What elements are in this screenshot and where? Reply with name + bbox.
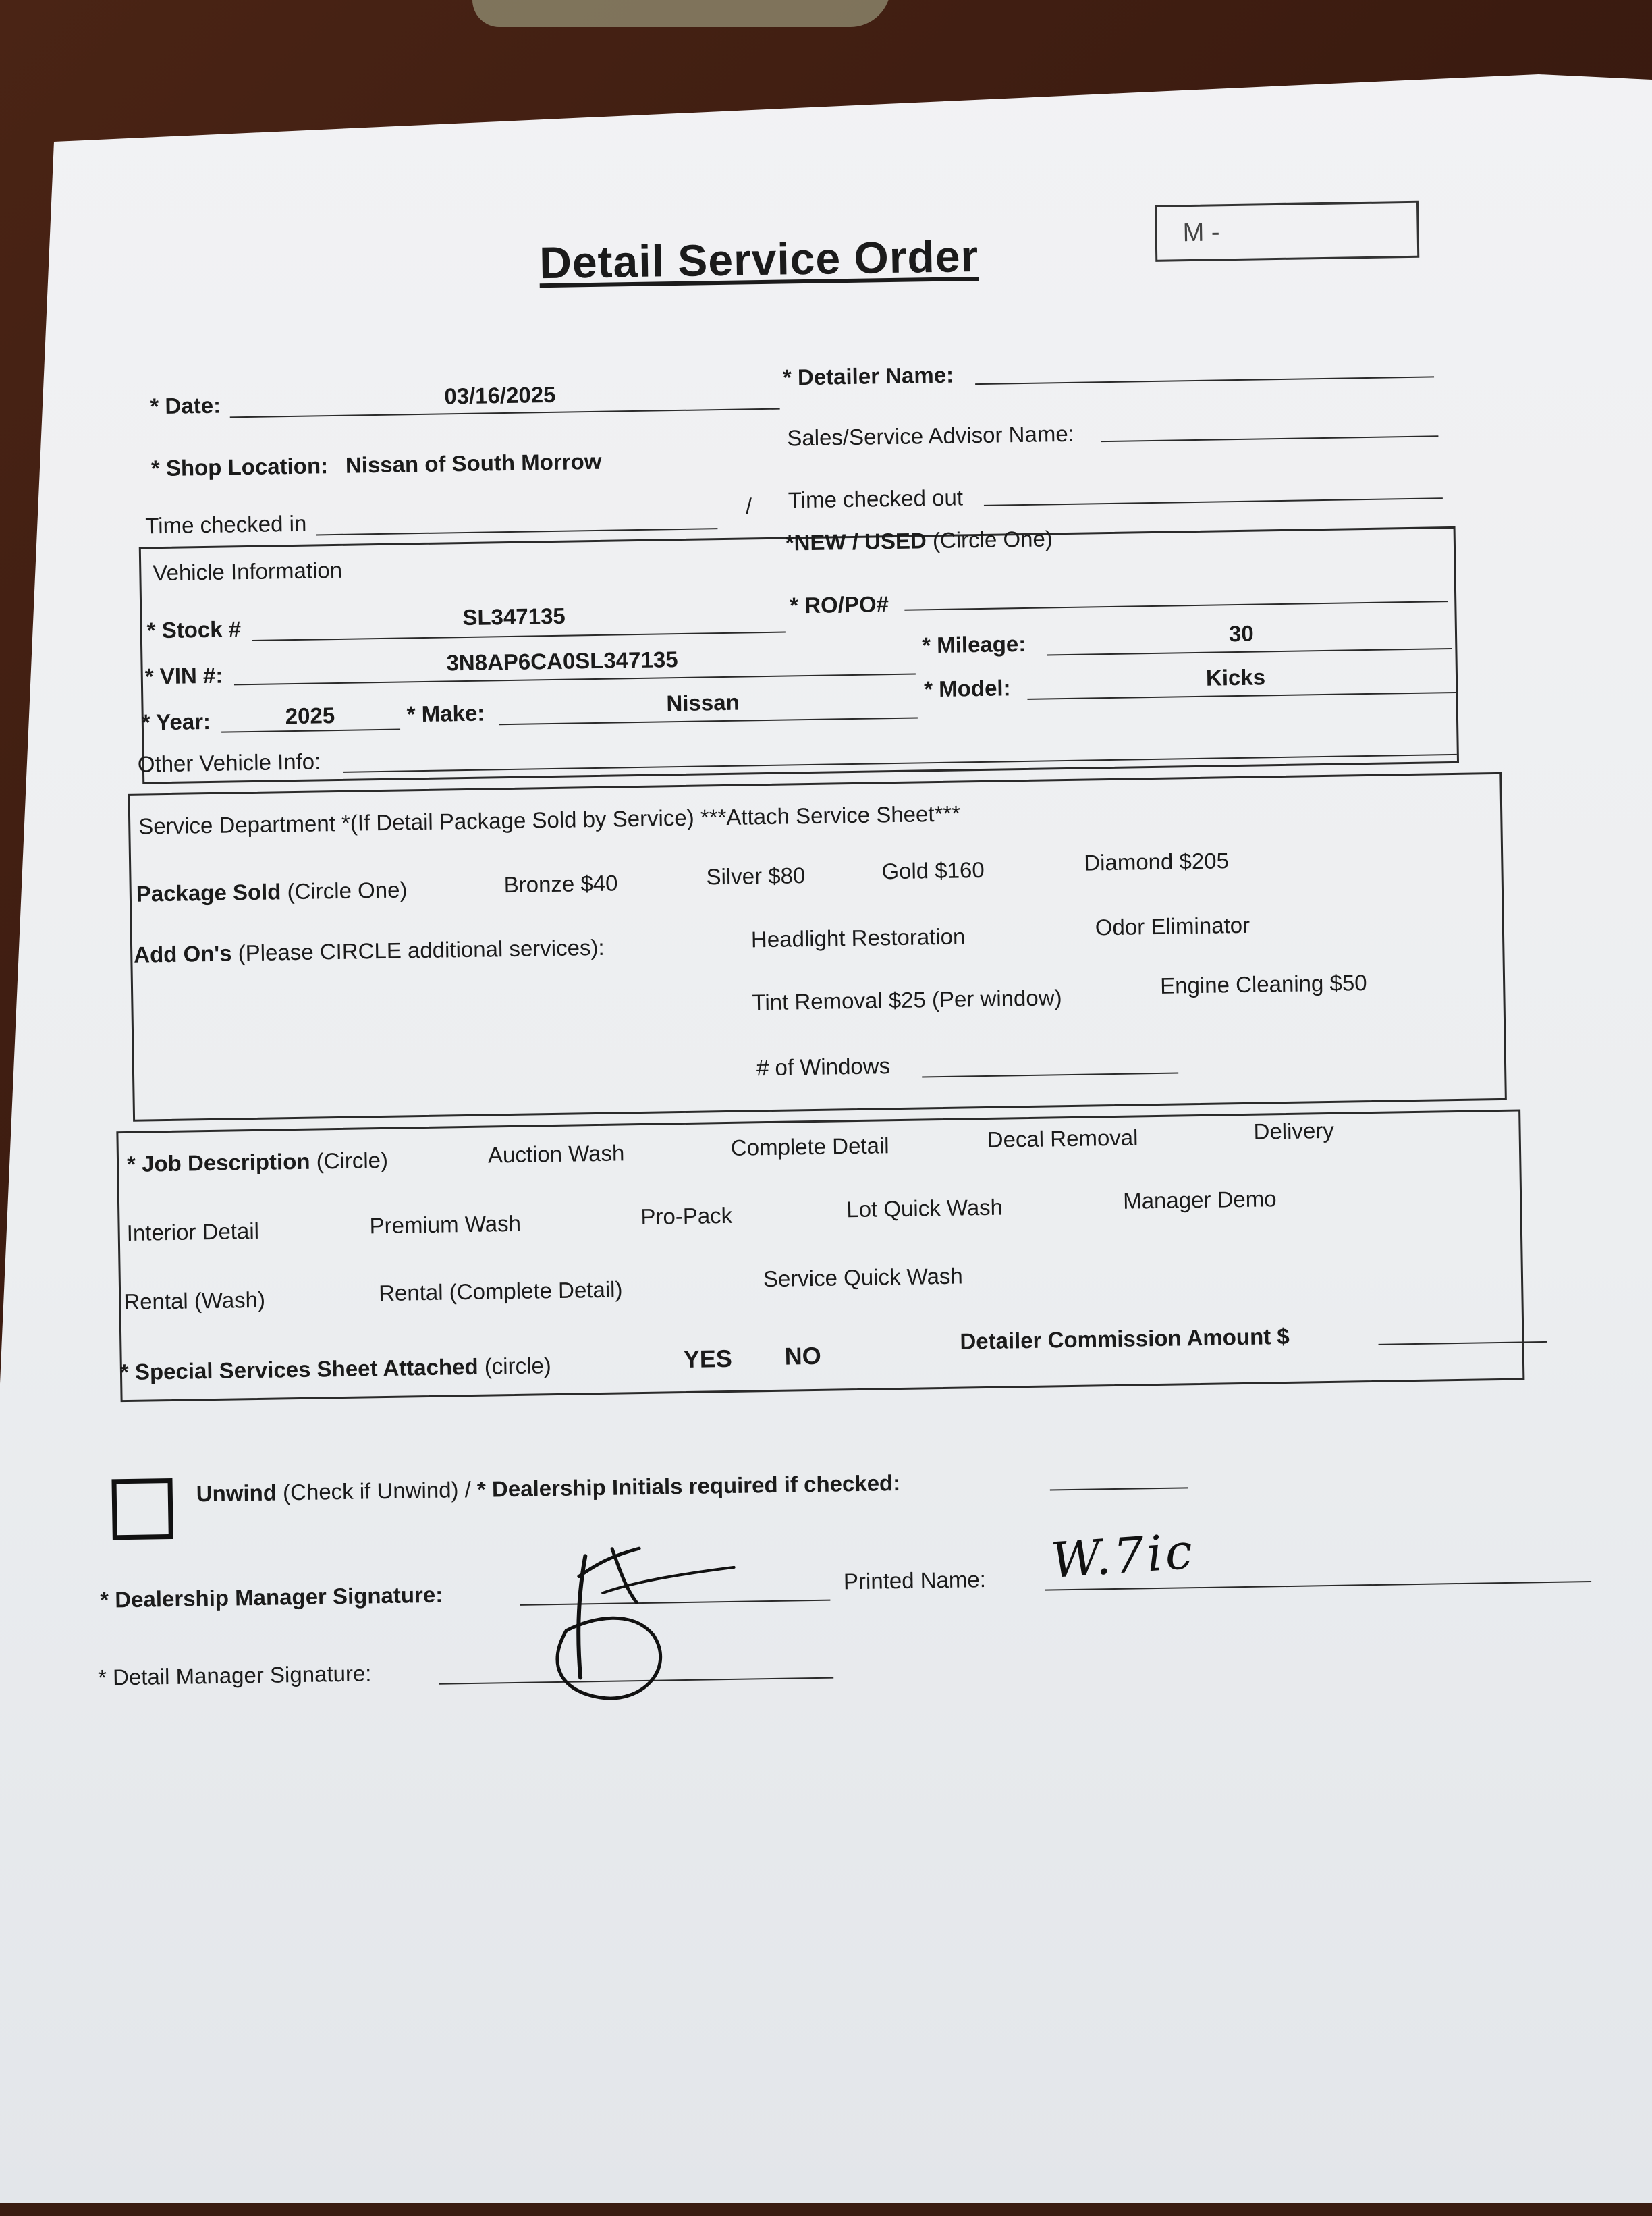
job-description-row-label xyxy=(127,1147,388,1177)
addon-headlight-restoration[interactable]: Headlight Restoration xyxy=(750,923,966,952)
vin-value: 3N8AP6CA0SL347135 xyxy=(446,647,678,676)
detailer-name-label: * Detailer Name: xyxy=(782,362,954,390)
package-bronze[interactable]: Bronze $40 xyxy=(503,870,618,898)
make-value: Nissan xyxy=(666,689,740,716)
addon-tint-removal[interactable]: Tint Removal $25 (Per window) xyxy=(752,985,1062,1015)
time-out-field[interactable] xyxy=(984,497,1443,506)
shop-location-label: * Shop Location: xyxy=(150,453,329,481)
job-service-quick-wash[interactable]: Service Quick Wash xyxy=(763,1263,964,1292)
shop-location-value: Nissan of South Morrow xyxy=(345,448,602,478)
job-manager-demo[interactable]: Manager Demo xyxy=(1122,1186,1277,1214)
service-department-heading: Service Department *(If Detail Package Sold by Service) ***Attach Service Sheet*** xyxy=(138,801,961,839)
new-used-selector[interactable] xyxy=(785,526,1053,556)
job-delivery[interactable]: Delivery xyxy=(1253,1117,1335,1144)
job-interior-detail[interactable]: Interior Detail xyxy=(126,1218,260,1245)
unwind-hint: (Check if Unwind) / xyxy=(282,1477,472,1505)
printed-name-value: W.7ic xyxy=(1049,1522,1197,1590)
date-value: 03/16/2025 xyxy=(444,381,556,409)
model-label: * Model: xyxy=(923,675,1011,702)
add-ons-hint: (Please CIRCLE additional services): xyxy=(238,934,605,966)
mileage-value: 30 xyxy=(1228,620,1254,647)
time-out-label: Time checked out xyxy=(788,485,964,513)
commission-amount-label: Detailer Commission Amount $ xyxy=(960,1323,1290,1354)
special-services-hint: (circle) xyxy=(484,1353,552,1379)
special-services-label: * Special Services Sheet Attached xyxy=(119,1353,478,1385)
dealership-initials-field[interactable] xyxy=(1050,1487,1188,1490)
vehicle-info-heading: Vehicle Information xyxy=(153,557,343,586)
job-rental-wash[interactable]: Rental (Wash) xyxy=(123,1287,266,1315)
package-silver[interactable]: Silver $80 xyxy=(706,863,806,890)
stock-label: * Stock # xyxy=(146,616,242,643)
date-field[interactable] xyxy=(230,408,780,418)
job-rental-complete-detail[interactable]: Rental (Complete Detail) xyxy=(378,1276,623,1306)
addon-engine-cleaning[interactable]: Engine Cleaning $50 xyxy=(1159,970,1367,998)
printed-name-label: Printed Name: xyxy=(843,1567,987,1594)
detail-manager-signature-label: * Detail Manager Signature: xyxy=(97,1660,372,1690)
m-number-box[interactable] xyxy=(1155,201,1419,262)
add-ons-label: Add On's xyxy=(133,940,232,967)
dealership-manager-signature-label: * Dealership Manager Signature: xyxy=(99,1582,443,1613)
advisor-name-field[interactable] xyxy=(1101,435,1438,442)
date-label: * Date: xyxy=(150,392,221,419)
job-description-label: * Job Description xyxy=(126,1148,310,1177)
manager-signature-scribble xyxy=(538,1526,783,1719)
package-gold[interactable]: Gold $160 xyxy=(881,857,985,884)
stock-value: SL347135 xyxy=(462,603,566,630)
job-premium-wash[interactable]: Premium Wash xyxy=(369,1210,522,1239)
special-services-yes[interactable]: YES xyxy=(683,1344,733,1374)
package-sold-hint: (Circle One) xyxy=(287,877,408,904)
job-description-hint: (Circle) xyxy=(316,1147,389,1174)
unwind-label: Unwind xyxy=(196,1480,277,1507)
job-decal-removal[interactable]: Decal Removal xyxy=(987,1125,1138,1152)
unwind-checkbox[interactable] xyxy=(111,1478,173,1540)
new-used-hint: (Circle One) xyxy=(932,526,1053,553)
job-auction-wash[interactable]: Auction Wash xyxy=(487,1140,625,1168)
special-services-no[interactable]: NO xyxy=(784,1341,822,1370)
unwind-row-label xyxy=(196,1470,901,1507)
time-in-label: Time checked in xyxy=(144,510,307,539)
dealership-initials-label: * Dealership Initials required if checked: xyxy=(476,1470,901,1502)
time-slash: / xyxy=(745,493,752,519)
package-sold-label: Package Sold xyxy=(136,879,281,907)
job-lot-quick-wash[interactable]: Lot Quick Wash xyxy=(846,1194,1003,1222)
year-label: * Year: xyxy=(141,708,211,735)
windows-count-label: # of Windows xyxy=(756,1053,891,1081)
job-complete-detail[interactable]: Complete Detail xyxy=(730,1133,889,1160)
model-value: Kicks xyxy=(1205,664,1266,691)
mileage-label: * Mileage: xyxy=(921,630,1026,658)
other-vehicle-info-label: Other Vehicle Info: xyxy=(137,749,321,777)
package-diamond[interactable]: Diamond $205 xyxy=(1083,848,1230,875)
time-in-field[interactable] xyxy=(316,528,717,535)
m-number-label: M - xyxy=(1182,218,1220,248)
form-title: Detail Service Order xyxy=(539,230,979,288)
addon-odor-eliminator[interactable]: Odor Eliminator xyxy=(1095,912,1250,940)
vin-label: * VIN #: xyxy=(144,662,223,689)
job-pro-pack[interactable]: Pro-Pack xyxy=(640,1202,733,1230)
ro-po-label: * RO/PO# xyxy=(789,591,889,618)
package-sold-row-label xyxy=(136,877,408,907)
advisor-name-label: Sales/Service Advisor Name: xyxy=(787,421,1075,451)
new-used-label: *NEW / USED xyxy=(785,528,927,556)
make-label: * Make: xyxy=(406,700,485,727)
detailer-name-field[interactable] xyxy=(975,376,1434,385)
year-value: 2025 xyxy=(285,703,335,729)
